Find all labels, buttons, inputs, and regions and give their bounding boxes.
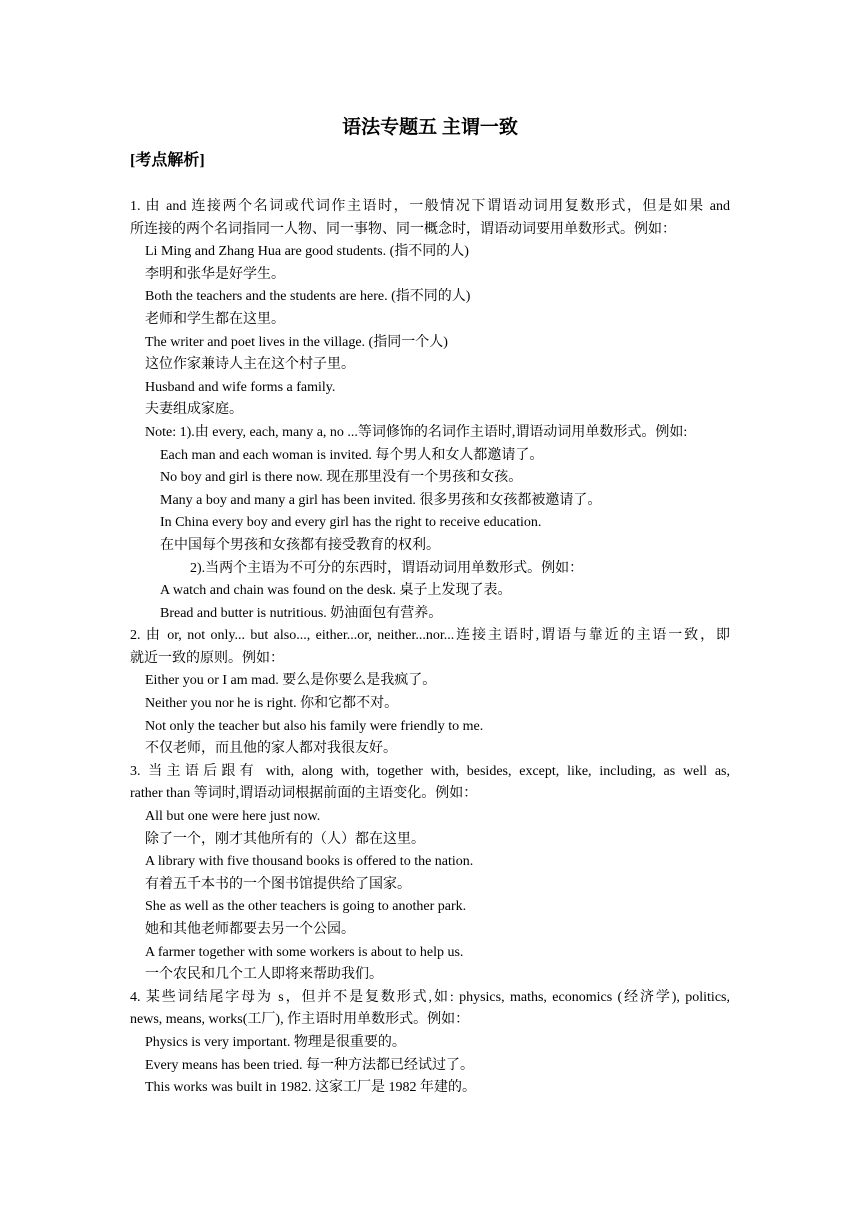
text-line: Many a boy and many a girl has been invited. 很多男孩和女孩都被邀请了。: [160, 492, 602, 508]
text-line: Li Ming and Zhang Hua are good students. (指不同的人): [145, 244, 469, 260]
text-line: Note: 1).由 every, each, many a, no ...等词修饰的名词作主语时,谓语动词用单数形式。例如:: [145, 424, 688, 440]
text-line: 3. 当主语后跟有 with, along with, together with, besides, except, like, including, as well as,: [130, 763, 730, 779]
text-line: Husband and wife forms a family.: [145, 379, 336, 395]
text-line: 所连接的两个名词指同一人物、同一事物、同一概念时，谓语动词要用单数形式。例如：: [130, 221, 676, 237]
text-line: 1. 由 and 连接两个名词或代词作主语时，一般情况下谓语动词用复数形式，但是如果 and: [130, 199, 730, 214]
text-line: Every means has been tried. 每一种方法都已经试过了。: [145, 1057, 474, 1073]
text-line: Physics is very important. 物理是很重要的。: [145, 1034, 406, 1050]
text-line: Either you or I am mad. 要么是你要么是我疯了。: [145, 673, 437, 689]
text-line: 李明和张华是好学生。: [145, 266, 285, 282]
text-line: 4. 某些词结尾字母为 s，但并不是复数形式,如: physics, maths, economics (经济学), politics,: [130, 989, 730, 1005]
text-line: Each man and each woman is invited. 每个男人和女人都邀请了。: [160, 447, 544, 463]
text-line: 夫妻组成家庭。: [145, 402, 243, 418]
text-line: This works was built in 1982. 这家工厂是 1982 年建的。: [145, 1080, 476, 1096]
text-line: The writer and poet lives in the village. (指同一个人): [145, 334, 448, 350]
text-line: Not only the teacher but also his family were friendly to me.: [145, 718, 484, 734]
text-line: Neither you nor he is right. 你和它都不对。: [145, 696, 399, 712]
text-line: 除了一个，刚才其他所有的（人）都在这里。: [145, 831, 425, 847]
text-line: 一个农民和几个工人即将来帮助我们。: [145, 967, 383, 983]
text-line: A watch and chain was found on the desk. 桌子上发现了表。: [160, 583, 512, 599]
text-line: 不仅老师，而且他的家人都对我很友好。: [145, 741, 397, 757]
document-body: [130, 196, 730, 1100]
text-line: All but one were here just now.: [145, 809, 321, 825]
text-line: 就近一致的原则。例如：: [130, 650, 284, 666]
text-line: A library with five thousand books is offered to the nation.: [145, 854, 474, 870]
section-heading: [考点解析]: [130, 152, 205, 169]
text-line: Both the teachers and the students are here. (指不同的人): [145, 289, 471, 305]
text-line: 在中国每个男孩和女孩都有接受教育的权利。: [160, 537, 440, 553]
text-line: 老师和学生都在这里。: [145, 311, 285, 327]
text-line: rather than 等词时,谓语动词根据前面的主语变化。例如：: [130, 786, 478, 802]
text-line: A farmer together with some workers is about to help us.: [145, 944, 464, 960]
text-line: In China every boy and every girl has the right to receive education.: [160, 515, 542, 531]
text-line: news, means, works(工厂), 作主语时用单数形式。例如：: [130, 1012, 470, 1028]
text-line: 2. 由 or, not only... but also..., either...or, neither...nor...连接主语时,谓语与靠近的主语一致，即: [130, 628, 730, 644]
text-line: She as well as the other teachers is going to another park.: [145, 899, 467, 915]
text-line: 2).当两个主语为不可分的东西时，谓语动词用单数形式。例如：: [190, 560, 584, 576]
document-title: 语法专题五 主谓一致: [342, 117, 518, 138]
text-line: 她和其他老师都要去另一个公园。: [145, 922, 355, 937]
text-line: 这位作家兼诗人主在这个村子里。: [145, 357, 355, 373]
text-line: Bread and butter is nutritious. 奶油面包有营养。: [160, 605, 443, 621]
text-line: No boy and girl is there now. 现在那里没有一个男孩和女孩。: [160, 470, 523, 486]
text-line: 有着五千本书的一个图书馆提供给了国家。: [145, 876, 411, 892]
